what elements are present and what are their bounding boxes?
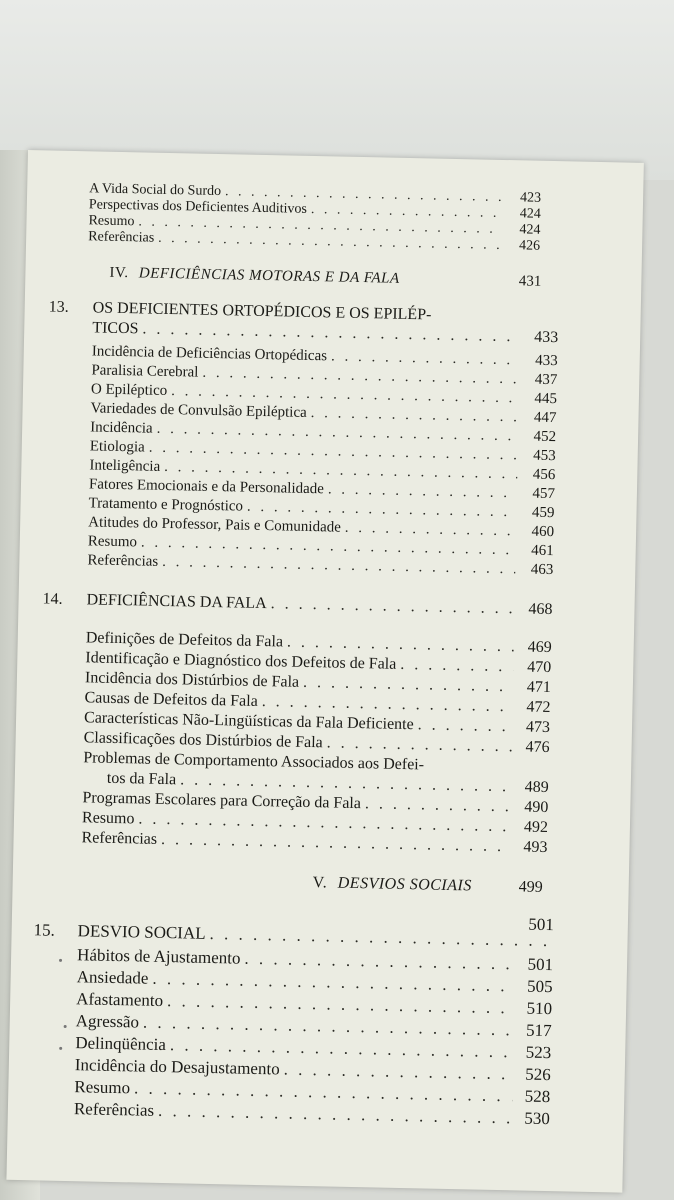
entry-page: 530: [524, 1108, 551, 1129]
toc-entry-label-line1: Problemas de Comportamento Associados aos Defei-: [83, 749, 425, 774]
part-heading: [313, 874, 472, 895]
entry-label: Incidência: [90, 419, 153, 437]
entry-label: Paralisia Cerebral: [91, 362, 199, 381]
leader-dots: [311, 405, 519, 426]
entry-label: Tratamento e Prognóstico: [88, 495, 244, 515]
entry-page: 476: [525, 738, 550, 757]
entry-label: Inteligência: [89, 457, 161, 475]
entry-page: 453: [533, 447, 556, 465]
entry-label: Classificações dos Distúrbios de Fala: [83, 729, 323, 752]
entry-label: Resumo: [74, 1077, 131, 1098]
leader-dots: [262, 693, 513, 716]
part-heading: [109, 265, 400, 288]
entry-page: 523: [525, 1042, 552, 1063]
chapter-page: 501: [528, 914, 555, 935]
entry-label: Causas de Defeitos da Fala: [84, 689, 258, 710]
entry-label: Incidência dos Distúrbios de Fala: [84, 669, 300, 691]
entry-label: Incidência do Desajustamento: [74, 1055, 280, 1079]
entry-label: Referências: [87, 552, 159, 570]
leader-dots: [328, 481, 517, 502]
entry-label: Delinqüência: [75, 1033, 167, 1055]
entry-label: Identificação e Diagnóstico dos Defeitos de Fala: [85, 649, 397, 673]
entry-page: 528: [524, 1086, 551, 1107]
entry-page: 501: [527, 954, 554, 975]
chapter-number: 14.: [42, 590, 63, 608]
entry-label: Fatores Emocionais e da Personalidade: [88, 476, 325, 498]
leader-dots: [400, 656, 513, 676]
entry-label: Incidência de Deficiências Ortopédicas: [91, 343, 328, 365]
entry-page: 426: [518, 238, 541, 254]
entry-page: 445: [534, 390, 558, 408]
chapter-number: 15.: [33, 920, 56, 940]
entry-page: 470: [527, 658, 552, 677]
part-page: 431: [518, 273, 542, 290]
entry-page: 473: [525, 718, 551, 737]
part-number: V.: [312, 874, 328, 892]
entry-label: Etiologia: [89, 438, 145, 456]
entry-label: Referências: [81, 829, 158, 848]
chapter-page: 468: [528, 600, 553, 619]
leader-dots: [271, 595, 515, 618]
part-number: IV.: [109, 264, 129, 282]
chapter-title: DESVIO SOCIAL: [77, 921, 206, 943]
leader-dots: [417, 716, 512, 736]
entry-page: 463: [530, 561, 554, 579]
entry-page: 459: [531, 504, 555, 522]
book-page: [6, 150, 643, 1193]
part-title: DEFICIÊNCIAS MOTORAS E DA FALA: [138, 265, 400, 287]
entry-page: 517: [525, 1020, 552, 1041]
entry-page: 489: [524, 778, 549, 797]
entry-page: 424: [519, 206, 541, 222]
entry-label: Características Não-Lingüísticas da Fala Deficiente: [83, 709, 414, 734]
leader-dots: [142, 320, 520, 346]
entry-page: 437: [534, 371, 558, 389]
leader-dots: [283, 1060, 512, 1085]
paper-speck: [64, 1025, 67, 1028]
entry-page: 460: [531, 523, 555, 541]
chapter-title-line2: TICOS: [92, 319, 139, 338]
leader-dots: [244, 949, 515, 975]
entry-page: 452: [533, 428, 557, 446]
entry-label: Agressão: [75, 1011, 140, 1032]
chapter-title: OS DEFICIENTES ORTOPÉDICOS E OS EPILÉP-: [92, 299, 432, 324]
entry-page: 490: [524, 798, 549, 817]
leader-dots: [287, 634, 514, 657]
table-of-contents: [6, 150, 643, 1193]
entry-page: 472: [526, 698, 551, 717]
paper-speck: [59, 959, 62, 962]
entry-label: Variedades de Convulsão Epiléptica: [90, 400, 307, 421]
leader-dots: [209, 924, 549, 951]
entry-label: Perspectivas dos Deficientes Auditivos: [88, 197, 308, 217]
paper-speck: [59, 1047, 62, 1050]
entry-page: 471: [526, 678, 552, 697]
entry-page: 457: [532, 485, 556, 503]
entry-label: Ansiedade: [76, 967, 149, 988]
chapter-page: 433: [534, 328, 559, 347]
chapter-title: DEFICIÊNCIAS DA FALA: [86, 591, 267, 613]
entry-page: 526: [525, 1064, 551, 1085]
entry-label: O Epiléptico: [90, 381, 168, 399]
part-title: DESVIOS SOCIAIS: [337, 874, 473, 895]
entry-page: 424: [519, 222, 541, 238]
entry-label-line2: tos da Fala: [106, 769, 177, 789]
leader-dots: [345, 520, 517, 541]
entry-label: Definições de Defeitos da Fala: [85, 629, 284, 651]
entry-label: Afastamento: [76, 989, 164, 1011]
entry-page: 456: [532, 466, 556, 484]
entry-label: Referências: [73, 1099, 155, 1120]
entry-page: 492: [523, 818, 549, 837]
leader-dots: [365, 795, 511, 816]
entry-page: 461: [531, 542, 554, 560]
entry-label: Resumo: [88, 213, 135, 230]
entry-page: 510: [526, 998, 553, 1019]
entry-label: Resumo: [87, 533, 138, 551]
entry-label: A Vida Social do Surdo: [89, 181, 222, 200]
entry-page: 447: [533, 409, 557, 427]
entry-page: 493: [523, 838, 548, 857]
part-page: 499: [518, 878, 543, 896]
leader-dots: [331, 348, 520, 369]
chapter-heading: [42, 590, 552, 619]
entry-page: 469: [527, 638, 552, 657]
entry-label: Atitudes do Professor, Pais e Comunidade: [88, 514, 342, 536]
entry-page: 505: [526, 976, 553, 997]
leader-dots: [303, 674, 513, 696]
entry-label: Resumo: [81, 809, 135, 828]
entry-label: Referências: [88, 229, 155, 246]
chapter-number: 13.: [48, 298, 69, 316]
entry-label: Hábitos de Ajustamento: [76, 945, 241, 968]
chapter-heading-continued: [92, 319, 558, 347]
entry-page: 423: [519, 190, 542, 206]
entry-page: 433: [535, 352, 558, 370]
leader-dots: [327, 734, 512, 756]
entry-label: Programas Escolares para Correção da Fala: [82, 789, 362, 813]
